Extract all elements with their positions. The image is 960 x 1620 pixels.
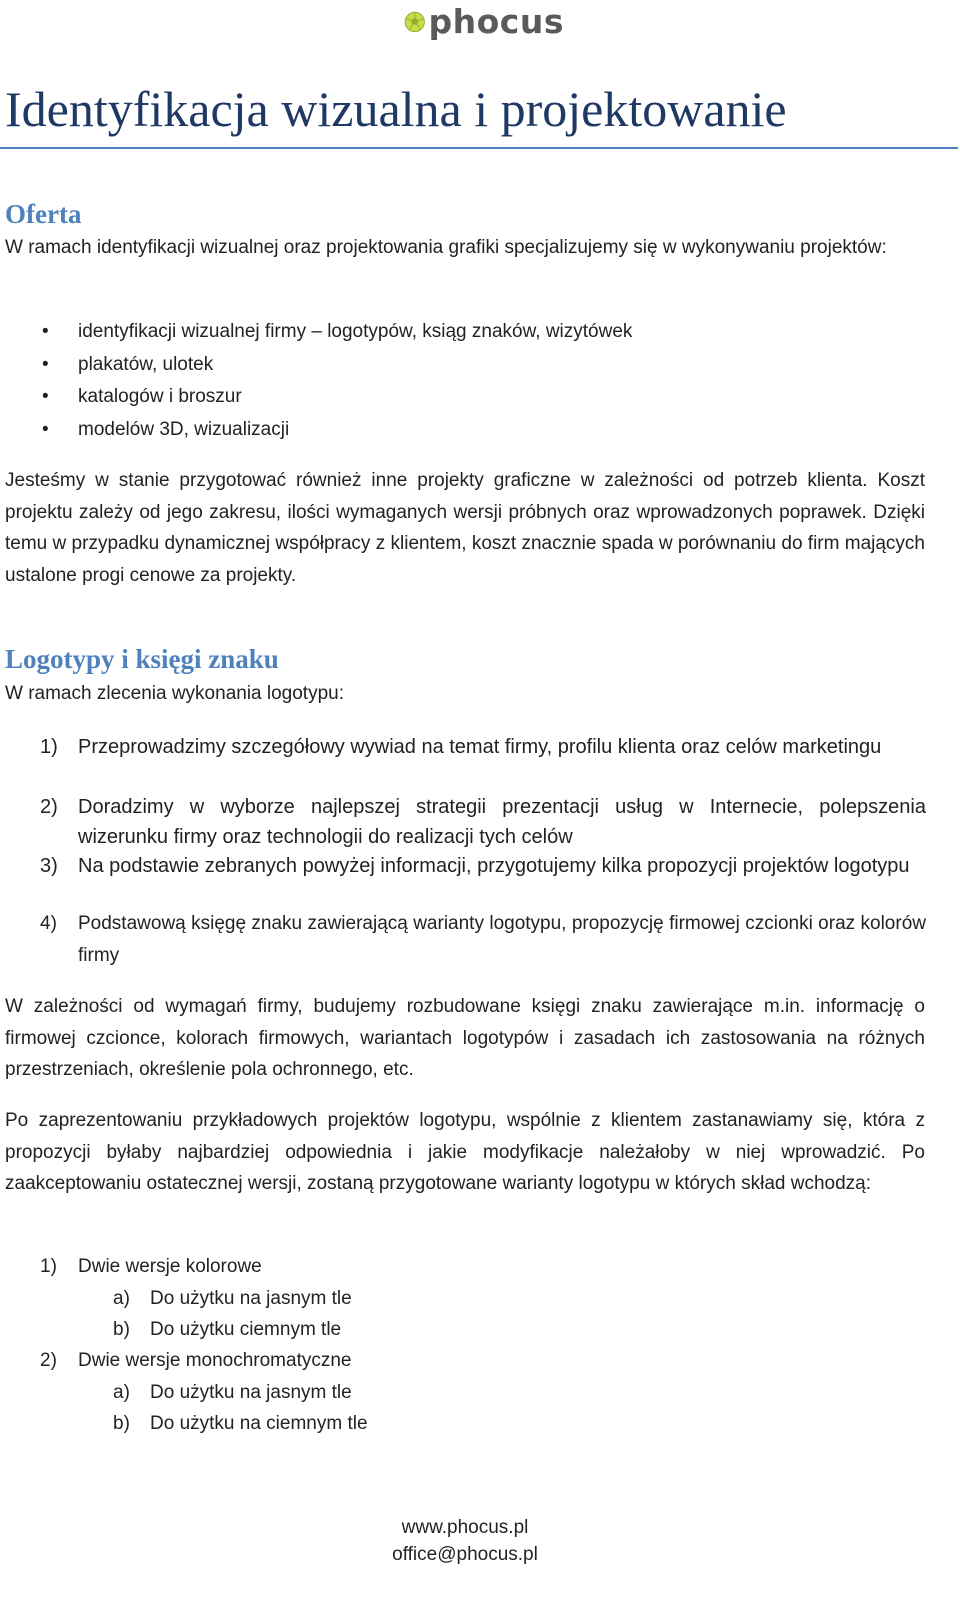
list-item: 1) Przeprowadzimy szczegółowy wywiad na temat firmy, profilu klienta oraz celów marketingu [40,736,882,758]
phocus-logo [404,0,564,44]
logotypy-paragraph-2: Po zaprezentowaniu przykładowych projektów logotypu, wspólnie z klientem zastanawiamy się, która z propozycji byłaby najbardziej odpowiednia i jakie modyfikacje należałoby w niej wprowadzić. Po zaakceptowaniu ostatecznej wersji, zostaną przygotowane warianty logotypu w których skład wchodzą: [5,1110,925,1194]
logotypy-paragraph-1: W zależności od wymagań firmy, budujemy rozbudowane księgi znaku zawierające m.in. informację o firmowej czcionce, kolorach firmowych, wariantach logotypów i zasadach ich zastosowania na różnych przestrzeniach, określenie pola ochronnego, etc. [5,996,925,1080]
bullet-icon: • [42,321,49,342]
list-item: 2) Doradzimy w wyborze najlepszej strategii prezentacji usług w Internecie, polepszenia wizerunku firmy oraz technologii do realizacji tych celów [40,796,926,848]
section-heading-logotypy: Logotypy i księgi znaku [5,644,279,674]
footer-email-link[interactable]: office@phocus.pl [392,1544,538,1565]
bullet-icon: • [42,419,49,440]
soccer-ball-icon [404,2,426,42]
title-underline [0,147,958,149]
bullet-icon: • [42,386,49,407]
bullet-icon: • [42,354,49,375]
section-heading-oferta: Oferta [5,199,82,229]
logotypy-intro: W ramach zlecenia wykonania logotypu: [5,683,345,704]
footer-website-link[interactable]: www.phocus.pl [401,1517,529,1538]
list-item: 4) Podstawową księgę znaku zawierającą warianty logotypu, propozycję firmowej czcionki oraz kolorów firmy [40,913,926,966]
list-item: 3) Na podstawie zebranych powyżej informacji, przygotujemy kilka propozycji projektów logotypu [40,855,910,877]
logo-wordmark: phocus [428,2,564,41]
oferta-intro: W ramach identyfikacji wizualnej oraz projektowania grafiki specjalizujemy się w wykonywaniu projektów: [5,237,887,258]
page-title: Identyfikacja wizualna i projektowanie [5,81,787,137]
oferta-paragraph: Jesteśmy w stanie przygotować również inne projekty graficzne w zależności od potrzeb klienta. Koszt projektu zależy od jego zakresu, ilości wymaganych wersji próbnych oraz wprowadzonych poprawek. Dzięki temu w przypadku dynamicznej współpracy z klientem, koszt znacznie spada w porównaniu do firm mających ustalone progi cenowe za projekty. [5,470,925,586]
